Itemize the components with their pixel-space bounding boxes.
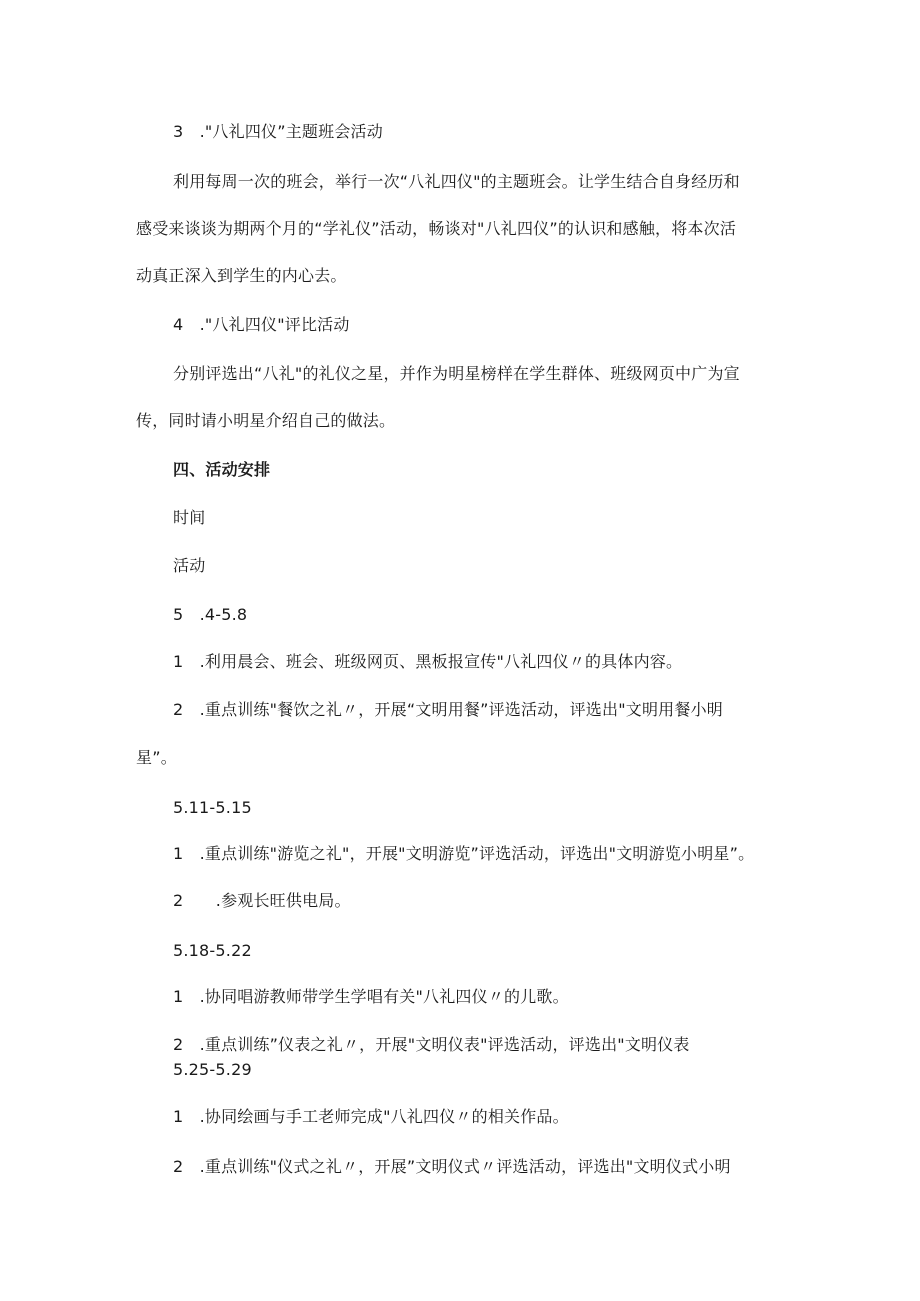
activity-item-continuation: 星”。 [136,748,177,767]
date-range: 5.18-5.22 [173,941,252,960]
item-4-heading: 4 ."八礼四仪"评比活动 [173,315,350,334]
paragraph-line: 分别评选出“八礼"的礼仪之星，并作为明星榜样在学生群体、班级网页中广为宣 [173,364,740,383]
activity-item: 1 .协同绘画与手工老师完成"八礼四仪〃的相关作品。 [173,1107,569,1126]
date-range: 5 .4-5.8 [173,605,248,624]
activity-item: 1 .重点训练"游览之礼"，开展"文明游览”评选活动，评选出"文明游览小明星”。 [173,844,755,863]
paragraph-line: 感受来谈谈为期两个月的“学礼仪”活动，畅谈对"八礼四仪”的认识和感触，将本次活 [136,219,737,238]
paragraph-line: 利用每周一次的班会，举行一次“八礼四仪"的主题班会。让学生结合自身经历和 [173,172,740,191]
activity-item: 1 .协同唱游教师带学生学唱有关"八礼四仪〃的儿歌。 [173,987,569,1006]
paragraph-line: 传，同时请小明星介绍自己的做法。 [136,411,396,430]
activity-item: 1 .利用晨会、班会、班级网页、黑板报宣传"八礼四仪〃的具体内容。 [173,652,683,671]
date-range: 5.11-5.15 [173,798,252,817]
date-range: 5.25-5.29 [173,1060,252,1079]
table-header-time: 时间 [173,508,206,527]
section-heading: 四、活动安排 [173,460,271,479]
paragraph-line: 动真正深入到学生的内心去。 [136,266,347,285]
activity-item: 2 .重点训练"仪式之礼〃，开展”文明仪式〃评选活动，评选出"文明仪式小明 [173,1157,731,1176]
activity-item: 2 .重点训练”仪表之礼〃，开展"文明仪表"评选活动，评选出"文明仪表 [173,1035,690,1054]
activity-item: 2 .参观长旺供电局。 [173,891,351,910]
item-3-heading: 3 ."八礼四仪”主题班会活动 [173,122,383,141]
activity-item: 2 .重点训练"餐饮之礼〃，开展“文明用餐”评选活动，评选出"文明用餐小明 [173,700,723,719]
table-header-activity: 活动 [173,556,206,575]
